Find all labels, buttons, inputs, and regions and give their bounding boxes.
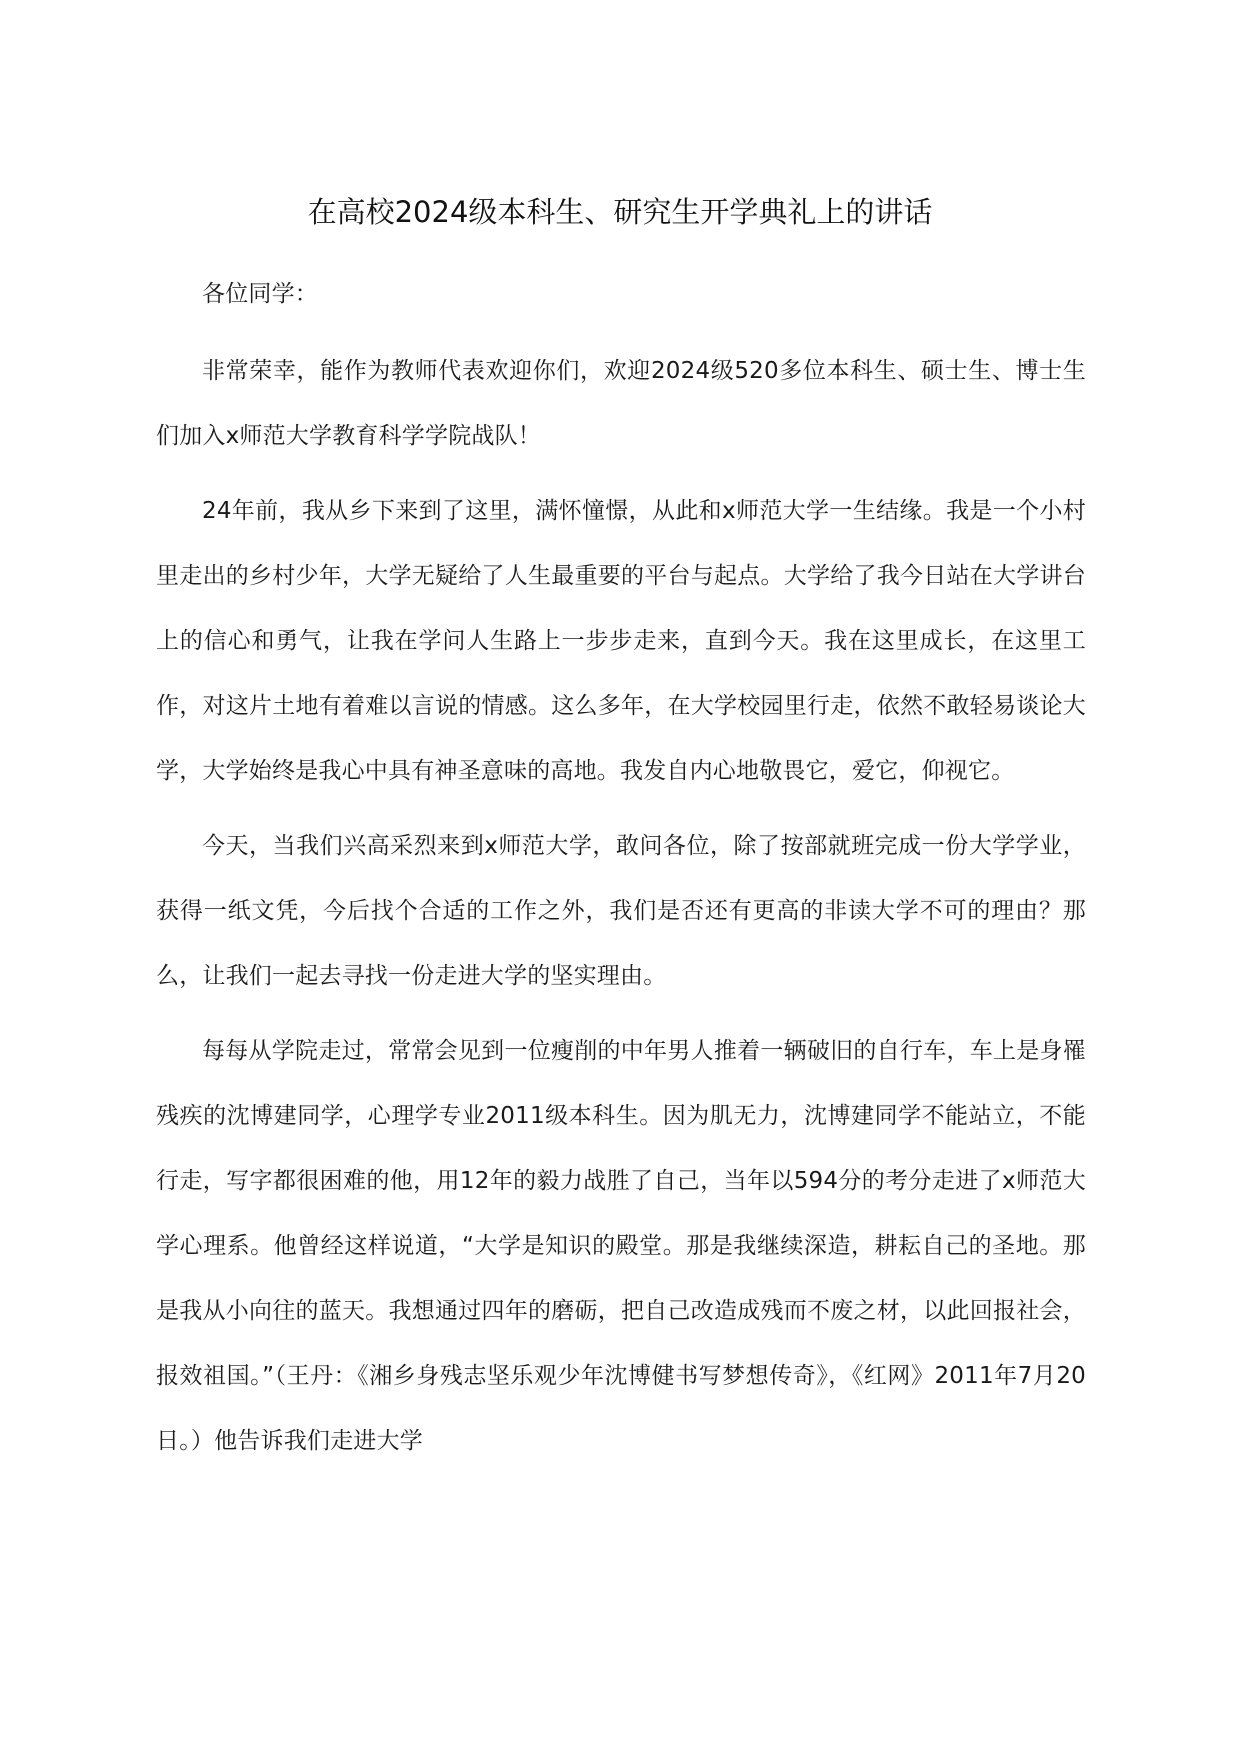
paragraph-personal-story: 24年前，我从乡下来到了这里，满怀憧憬，从此和x师范大学一生结缘。我是一个小村里走出的乡村少年，大学无疑给了人生最重要的平台与起点。大学给了我今日站在大学讲台上的信心和勇气，让我在学问人生路上一步步走来，直到今天。我在这里成长，在这里工作，对这片土地有着难以言说的情感。这么多年，在大学校园里行走，依然不敢轻易谈论大学，大学始终是我心中具有神圣意味的高地。我发自内心地敬畏它，爱它，仰视它。 — [156, 498, 1086, 784]
document-title: 在高校2024级本科生、研究生开学典礼上的讲话 — [307, 195, 933, 229]
paragraph-student-story: 每每从学院走过，常常会见到一位瘦削的中年男人推着一辆破旧的自行车，车上是身罹残疾的沈博建同学，心理学专业2011级本科生。因为肌无力，沈博建同学不能站立，不能行走，写字都很困难的他，用12年的毅力战胜了自己，当年以594分的考分走进了x师范大学心理系。他曾经这样说道，“大学是知识的殿堂。那是我继续深造，耕耘自己的圣地。那是我从小向往的蓝天。我想通过四年的磨砺，把自己改造成残而不废之材，以此回报社会，报效祖国。”（王丹：《湘乡身残志坚乐观少年沈博健书写梦想传奇》，《红网》2011年7月20日。）他告诉我们走进大学 — [156, 1038, 1086, 1454]
paragraph-welcome: 非常荣幸，能作为教师代表欢迎你们，欢迎2024级520多位本科生、硕士生、博士生们加入x师范大学教育科学学院战队！ — [156, 358, 1086, 449]
salutation: 各位同学： — [202, 281, 318, 307]
document-body — [156, 262, 1086, 1484]
paragraph-reason-question: 今天，当我们兴高采烈来到x师范大学，敢问各位，除了按部就班完成一份大学学业，获得一纸文凭，今后找个合适的工作之外，我们是否还有更高的非读大学不可的理由？那么，让我们一起去寻找一份走进大学的坚实理由。 — [156, 833, 1086, 989]
